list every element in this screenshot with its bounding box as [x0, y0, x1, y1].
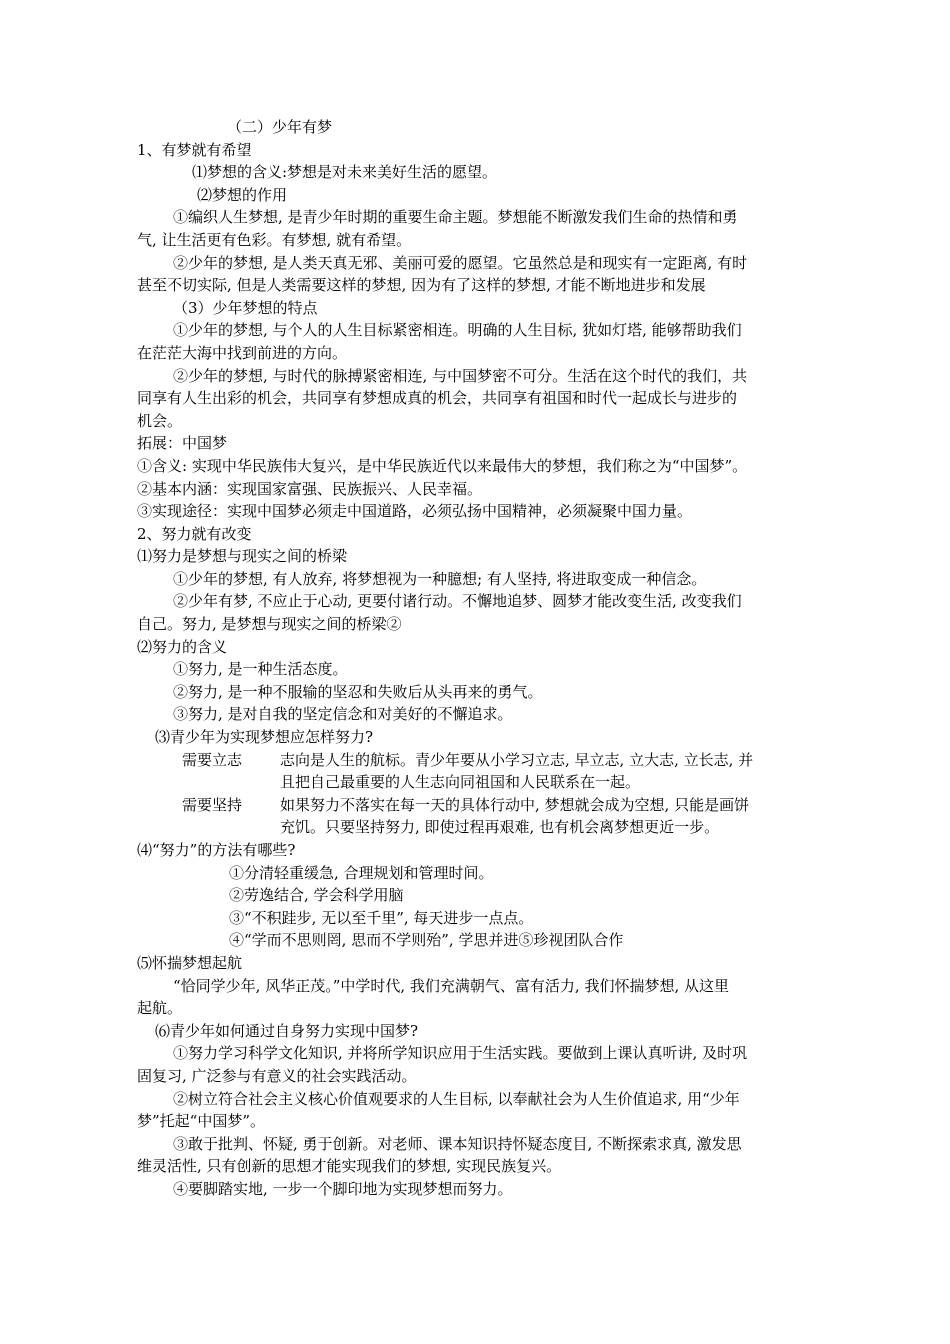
- effort-meaning-heading: ⑵努力的含义: [137, 637, 228, 656]
- effort-method-2: ②劳逸结合, 学会科学用脑: [229, 886, 404, 905]
- effort-bridge-1: ①少年的梦想, 有人放弃, 将梦想视为一种臆想; 有人坚持, 将进取变成一种信念。: [173, 569, 707, 588]
- heading-effort: 2、努力就有改变: [137, 524, 252, 543]
- effort-methods-heading: ⑷“努力”的方法有哪些?: [137, 841, 296, 859]
- effort-meaning-1: ①努力, 是一种生活态度。: [173, 660, 348, 679]
- heading-hope: 1、有梦就有希望: [137, 140, 252, 159]
- effort-how-persist-line1: 如果努力不落实在每一天的具体行动中, 梦想就会成为空想, 只能是画饼: [280, 795, 750, 814]
- dream-traits-heading: （3）少年梦想的特点: [173, 298, 318, 317]
- extension-item-3: ③实现途径：实现中国梦必须走中国道路，必须弘扬中国精神，必须凝聚中国力量。: [137, 502, 693, 521]
- effort-how-persist-label: 需要坚持: [182, 795, 243, 814]
- china-dream-3-line2: 维灵活性, 只有创新的思想才能实现我们的梦想, 实现民族复兴。: [137, 1157, 562, 1176]
- document-page: [137, 116, 817, 1201]
- extension-heading: 拓展：中国梦: [137, 434, 228, 453]
- china-dream-4: ④要脚踏实地, 一步一个脚印地为实现梦想而努力。: [173, 1179, 513, 1198]
- effort-bridge-2-line2: 自己。努力, 是梦想与现实之间的桥梁②: [137, 615, 402, 634]
- dream-role-1-line2: 气, 让生活更有色彩。有梦想, 就有希望。: [137, 230, 412, 249]
- effort-how-ambition: [137, 749, 817, 772]
- effort-how-persist: [137, 794, 817, 817]
- dream-role-heading: ⑵梦想的作用: [197, 185, 288, 204]
- effort-how-persist-line2: 充饥。只要坚持努力, 即使过程再艰难, 也有机会离梦想更近一步。: [280, 818, 720, 837]
- effort-method-3: ③“不积跬步, 无以至千里”, 每天进步一点点。: [229, 908, 534, 927]
- section-title: （二）少年有梦: [227, 118, 333, 136]
- extension-item-2: ②基本内涵：实现国家富强、民族振兴、人民幸福。: [137, 479, 483, 498]
- dream-trait-2-line2: 同享有人生出彩的机会，共同享有梦想成真的机会，共同享有祖国和时代一起成长与进步的: [137, 389, 738, 408]
- effort-how-ambition-line2: 且把自己最重要的人生志向同祖国和人民联系在一起。: [280, 773, 641, 792]
- dream-role-2-line2: 甚至不切实际, 但是人类需要这样的梦想, 因为有了这样的梦想, 才能不断地进步和发展: [137, 276, 706, 295]
- effort-meaning-2: ②努力, 是一种不服输的坚忍和失败后从头再来的勇气。: [173, 682, 543, 701]
- china-dream-2-line1: ②树立符合社会主义核心价值观要求的人生目标, 以奉献社会为人生价值追求, 用“少年: [173, 1089, 740, 1108]
- dream-role-1-line1: ①编织人生梦想, 是青少年时期的重要生命主题。梦想能不断激发我们生命的热情和勇: [173, 208, 738, 227]
- effort-bridge-2-line1: ②少年有梦, 不应止于心动, 更要付诸行动。不懈地追梦、圆梦才能改变生活, 改变我们: [173, 592, 742, 611]
- dream-trait-2-line1: ②少年的梦想, 与时代的脉搏紧密相连, 与中国梦密不可分。生活在这个时代的我们，共: [173, 366, 748, 385]
- effort-bridge-heading: ⑴努力是梦想与现实之间的桥梁: [137, 547, 348, 566]
- dream-role-2-line1: ②少年的梦想, 是人类天真无邪、美丽可爱的愿望。它虽然总是和现实有一定距离, 有时: [173, 253, 748, 272]
- dream-trait-1-line2: 在茫茫大海中找到前进的方向。: [137, 343, 348, 362]
- china-dream-3-line1: ③敢于批判、怀疑, 勇于创新。对老师、课本知识持怀疑态度目, 不断探索求真, 激发思: [173, 1134, 742, 1153]
- dream-trait-1-line1: ①少年的梦想, 与个人的人生目标紧密相连。明确的人生目标, 犹如灯塔, 能够帮助我们: [173, 321, 742, 340]
- effort-how-ambition-label: 需要立志: [182, 750, 243, 769]
- effort-how-heading: ⑶青少年为实现梦想应怎样努力?: [155, 728, 374, 747]
- dream-meaning: ⑴梦想的含义:梦想是对未来美好生活的愿望。: [192, 163, 498, 182]
- set-sail-heading: ⑸怀揣梦想起航: [137, 953, 243, 972]
- china-dream-2-line2: 梦”托起“中国梦”。: [137, 1112, 266, 1131]
- china-dream-1-line1: ①努力学习科学文化知识, 并将所学知识应用于生活实践。要做到上课认真听讲, 及时巩: [173, 1044, 748, 1063]
- set-sail-line1: “恰同学少年, 风华正茂。”中学时代, 我们充满朝气、富有活力, 我们怀揣梦想, 从这里: [173, 976, 729, 995]
- china-dream-1-line2: 固复习, 广泛参与有意义的社会实践活动。: [137, 1066, 417, 1085]
- set-sail-line2: 起航。: [137, 999, 183, 1018]
- effort-meaning-3: ③努力, 是对自我的坚定信念和对美好的不懈追求。: [173, 705, 513, 724]
- effort-how-ambition-line1: 志向是人生的航标。青少年要从小学习立志, 早立志, 立大志, 立长志, 并: [280, 750, 754, 769]
- china-dream-heading: ⑹青少年如何通过自身努力实现中国梦?: [155, 1021, 419, 1040]
- effort-method-4: ④“学而不思则罔, 思而不学则殆”, 学思并进⑤珍视团队合作: [229, 931, 624, 950]
- effort-method-1: ①分清轻重缓急, 合理规划和管理时间。: [229, 863, 494, 882]
- dream-trait-2-line3: 机会。: [137, 411, 183, 430]
- extension-item-1: ①含义: 实现中华民族伟大复兴，是中华民族近代以来最伟大的梦想，我们称之为“中国梦”。: [137, 456, 748, 475]
